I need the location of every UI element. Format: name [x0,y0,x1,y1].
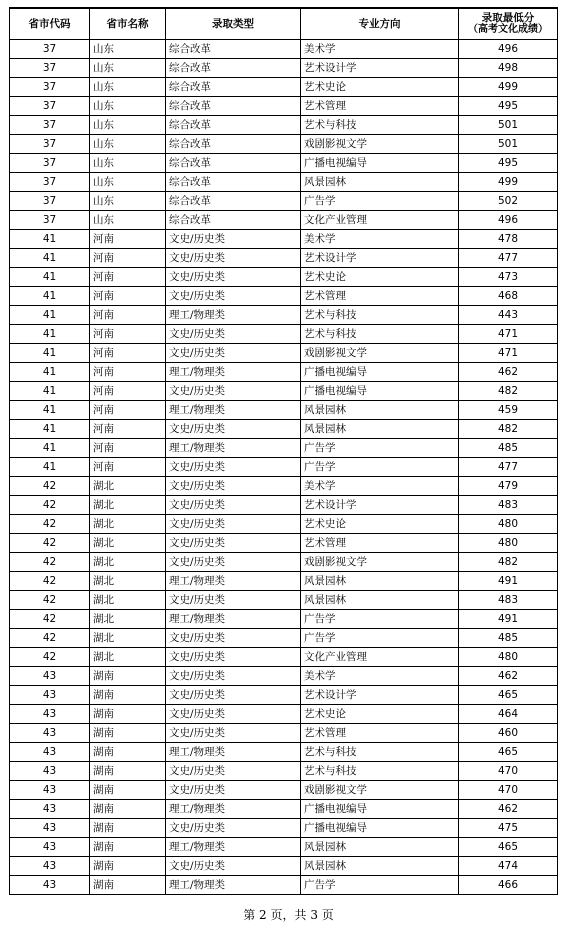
table-row [10,876,558,895]
table-row [10,686,558,705]
cell-province-name: 河南 [90,344,166,363]
cell-province-name: 湖北 [90,515,166,534]
cell-min-score: 495 [459,154,558,173]
table-row [10,553,558,572]
cell-admission-type: 文史/历史类 [166,344,301,363]
cell-admission-type: 文史/历史类 [166,477,301,496]
cell-admission-type: 文史/历史类 [166,268,301,287]
cell-min-score: 443 [459,306,558,325]
cell-admission-type: 理工/物理类 [166,610,301,629]
cell-major: 风景园林 [301,420,459,439]
cell-province-code: 41 [10,230,90,249]
cell-min-score: 462 [459,363,558,382]
cell-province-name: 河南 [90,401,166,420]
cell-major: 美术学 [301,667,459,686]
cell-province-code: 41 [10,363,90,382]
cell-min-score: 496 [459,40,558,59]
cell-province-code: 37 [10,173,90,192]
table-row [10,325,558,344]
cell-province-name: 湖北 [90,496,166,515]
cell-province-name: 河南 [90,230,166,249]
cell-min-score: 501 [459,116,558,135]
cell-min-score: 462 [459,800,558,819]
table-row [10,211,558,230]
header-admission-type: 录取类型 [166,8,301,40]
cell-major: 艺术管理 [301,287,459,306]
cell-admission-type: 综合改革 [166,135,301,154]
table-row [10,800,558,819]
table-row [10,230,558,249]
cell-province-code: 37 [10,135,90,154]
cell-major: 广告学 [301,610,459,629]
cell-province-code: 37 [10,40,90,59]
header-province-code: 省市代码 [10,8,90,40]
cell-admission-type: 文史/历史类 [166,249,301,268]
cell-min-score: 475 [459,819,558,838]
cell-province-name: 河南 [90,382,166,401]
cell-admission-type: 理工/物理类 [166,439,301,458]
cell-admission-type: 综合改革 [166,78,301,97]
cell-admission-type: 理工/物理类 [166,743,301,762]
cell-major: 戏剧影视文学 [301,344,459,363]
cell-major: 艺术史论 [301,705,459,724]
cell-province-name: 河南 [90,325,166,344]
cell-province-name: 湖南 [90,667,166,686]
cell-province-code: 37 [10,97,90,116]
cell-major: 艺术与科技 [301,762,459,781]
cell-province-code: 41 [10,382,90,401]
table-row [10,496,558,515]
cell-min-score: 466 [459,876,558,895]
cell-major: 广播电视编导 [301,382,459,401]
cell-major: 艺术管理 [301,724,459,743]
cell-admission-type: 综合改革 [166,116,301,135]
cell-admission-type: 综合改革 [166,40,301,59]
cell-admission-type: 理工/物理类 [166,572,301,591]
cell-min-score: 482 [459,420,558,439]
cell-admission-type: 文史/历史类 [166,287,301,306]
table-row [10,439,558,458]
table-row [10,629,558,648]
cell-admission-type: 文史/历史类 [166,724,301,743]
table-row [10,287,558,306]
cell-province-name: 湖南 [90,762,166,781]
cell-province-code: 43 [10,876,90,895]
cell-province-name: 山东 [90,154,166,173]
cell-province-name: 河南 [90,268,166,287]
cell-province-name: 湖南 [90,781,166,800]
cell-province-code: 42 [10,496,90,515]
cell-min-score: 485 [459,439,558,458]
table-row [10,857,558,876]
cell-min-score: 480 [459,534,558,553]
cell-min-score: 499 [459,173,558,192]
cell-province-code: 42 [10,534,90,553]
cell-province-name: 山东 [90,192,166,211]
table-row [10,667,558,686]
table-row [10,401,558,420]
table-row [10,78,558,97]
cell-admission-type: 文史/历史类 [166,420,301,439]
cell-min-score: 480 [459,515,558,534]
cell-province-name: 湖南 [90,838,166,857]
cell-major: 风景园林 [301,857,459,876]
cell-province-name: 湖南 [90,819,166,838]
cell-province-name: 山东 [90,116,166,135]
cell-min-score: 462 [459,667,558,686]
cell-min-score: 460 [459,724,558,743]
cell-major: 广告学 [301,192,459,211]
cell-province-name: 山东 [90,97,166,116]
cell-major: 广告学 [301,876,459,895]
cell-admission-type: 文史/历史类 [166,667,301,686]
cell-province-name: 河南 [90,363,166,382]
cell-min-score: 465 [459,686,558,705]
cell-min-score: 491 [459,610,558,629]
cell-province-code: 41 [10,287,90,306]
table-row [10,97,558,116]
cell-admission-type: 文史/历史类 [166,515,301,534]
cell-min-score: 498 [459,59,558,78]
cell-province-code: 42 [10,610,90,629]
cell-province-code: 41 [10,325,90,344]
cell-province-code: 41 [10,420,90,439]
cell-province-name: 湖北 [90,477,166,496]
cell-province-code: 42 [10,648,90,667]
cell-major: 风景园林 [301,838,459,857]
cell-admission-type: 文史/历史类 [166,857,301,876]
cell-province-name: 湖北 [90,629,166,648]
cell-major: 广播电视编导 [301,154,459,173]
cell-province-name: 湖南 [90,686,166,705]
cell-major: 艺术管理 [301,97,459,116]
cell-min-score: 473 [459,268,558,287]
cell-major: 艺术设计学 [301,249,459,268]
cell-min-score: 470 [459,781,558,800]
cell-admission-type: 文史/历史类 [166,819,301,838]
cell-province-code: 37 [10,192,90,211]
cell-major: 艺术与科技 [301,116,459,135]
table-row [10,743,558,762]
table-row [10,591,558,610]
cell-province-code: 41 [10,268,90,287]
cell-major: 风景园林 [301,401,459,420]
cell-province-name: 湖南 [90,876,166,895]
cell-province-code: 42 [10,629,90,648]
cell-admission-type: 文史/历史类 [166,230,301,249]
cell-admission-type: 综合改革 [166,192,301,211]
table-row [10,268,558,287]
cell-min-score: 471 [459,344,558,363]
cell-min-score: 502 [459,192,558,211]
header-min-score-label: 录取最低分 [481,12,535,24]
table-row [10,819,558,838]
cell-province-name: 湖北 [90,591,166,610]
cell-province-name: 湖北 [90,610,166,629]
cell-province-code: 42 [10,515,90,534]
cell-province-name: 河南 [90,439,166,458]
cell-province-code: 42 [10,477,90,496]
cell-province-name: 湖南 [90,705,166,724]
cell-major: 艺术与科技 [301,306,459,325]
cell-major: 广播电视编导 [301,363,459,382]
cell-major: 艺术设计学 [301,59,459,78]
cell-major: 艺术设计学 [301,496,459,515]
cell-major: 艺术管理 [301,534,459,553]
header-min-score [459,8,558,40]
table-row [10,838,558,857]
cell-min-score: 479 [459,477,558,496]
cell-min-score: 459 [459,401,558,420]
cell-major: 文化产业管理 [301,211,459,230]
cell-province-code: 41 [10,249,90,268]
cell-major: 广播电视编导 [301,800,459,819]
cell-admission-type: 理工/物理类 [166,401,301,420]
cell-province-name: 湖北 [90,572,166,591]
cell-admission-type: 文史/历史类 [166,458,301,477]
cell-min-score: 474 [459,857,558,876]
cell-major: 艺术设计学 [301,686,459,705]
cell-min-score: 485 [459,629,558,648]
cell-major: 美术学 [301,40,459,59]
table-row [10,781,558,800]
cell-min-score: 471 [459,325,558,344]
table-row [10,116,558,135]
cell-province-code: 43 [10,705,90,724]
table-row [10,249,558,268]
cell-min-score: 478 [459,230,558,249]
table-row [10,40,558,59]
cell-province-name: 河南 [90,458,166,477]
cell-province-code: 43 [10,667,90,686]
cell-province-code: 43 [10,781,90,800]
table-row [10,363,558,382]
cell-province-code: 42 [10,591,90,610]
cell-admission-type: 综合改革 [166,59,301,78]
table-row [10,306,558,325]
cell-province-code: 43 [10,838,90,857]
cell-province-code: 43 [10,800,90,819]
cell-province-code: 41 [10,306,90,325]
cell-major: 风景园林 [301,591,459,610]
cell-major: 美术学 [301,477,459,496]
cell-major: 戏剧影视文学 [301,135,459,154]
table-header [10,8,558,40]
table-body [10,40,558,895]
cell-province-name: 湖南 [90,724,166,743]
cell-min-score: 496 [459,211,558,230]
cell-province-name: 山东 [90,59,166,78]
table-row [10,534,558,553]
cell-admission-type: 文史/历史类 [166,762,301,781]
table-row [10,420,558,439]
cell-province-code: 41 [10,439,90,458]
table-row [10,515,558,534]
cell-min-score: 477 [459,458,558,477]
cell-major: 戏剧影视文学 [301,781,459,800]
cell-province-code: 37 [10,78,90,97]
cell-admission-type: 文史/历史类 [166,382,301,401]
table-row [10,458,558,477]
table-row [10,59,558,78]
admissions-score-table [9,7,558,895]
cell-admission-type: 文史/历史类 [166,648,301,667]
table-row [10,477,558,496]
cell-major: 艺术史论 [301,78,459,97]
cell-province-code: 43 [10,857,90,876]
cell-min-score: 491 [459,572,558,591]
table-row [10,382,558,401]
cell-province-name: 湖北 [90,553,166,572]
cell-admission-type: 理工/物理类 [166,838,301,857]
cell-admission-type: 文史/历史类 [166,553,301,572]
cell-major: 风景园林 [301,173,459,192]
table-row [10,724,558,743]
cell-major: 艺术与科技 [301,743,459,762]
cell-admission-type: 理工/物理类 [166,800,301,819]
cell-min-score: 483 [459,591,558,610]
cell-province-name: 河南 [90,420,166,439]
cell-major: 风景园林 [301,572,459,591]
cell-province-name: 湖南 [90,743,166,762]
header-min-score-sublabel: （高考文化成绩） [468,24,548,35]
cell-admission-type: 文史/历史类 [166,705,301,724]
cell-province-name: 湖北 [90,648,166,667]
table-row [10,192,558,211]
cell-province-code: 42 [10,572,90,591]
cell-province-code: 43 [10,724,90,743]
cell-province-name: 河南 [90,306,166,325]
cell-province-code: 37 [10,211,90,230]
cell-min-score: 468 [459,287,558,306]
cell-province-code: 41 [10,458,90,477]
header-province-name: 省市名称 [90,8,166,40]
cell-min-score: 465 [459,743,558,762]
cell-province-code: 37 [10,154,90,173]
cell-admission-type: 综合改革 [166,154,301,173]
cell-admission-type: 综合改革 [166,97,301,116]
cell-province-code: 37 [10,116,90,135]
cell-province-name: 山东 [90,173,166,192]
cell-min-score: 465 [459,838,558,857]
cell-province-name: 山东 [90,211,166,230]
cell-province-name: 山东 [90,135,166,154]
cell-admission-type: 综合改革 [166,173,301,192]
cell-province-code: 43 [10,743,90,762]
cell-province-code: 43 [10,819,90,838]
cell-province-code: 41 [10,344,90,363]
cell-province-name: 湖南 [90,857,166,876]
cell-province-code: 41 [10,401,90,420]
cell-admission-type: 文史/历史类 [166,686,301,705]
header-major: 专业方向 [301,8,459,40]
cell-major: 文化产业管理 [301,648,459,667]
cell-province-name: 湖南 [90,800,166,819]
table-row [10,344,558,363]
cell-admission-type: 理工/物理类 [166,363,301,382]
table-row [10,154,558,173]
cell-province-code: 43 [10,762,90,781]
cell-province-code: 43 [10,686,90,705]
cell-min-score: 480 [459,648,558,667]
cell-major: 美术学 [301,230,459,249]
cell-min-score: 464 [459,705,558,724]
cell-province-code: 42 [10,553,90,572]
cell-province-name: 河南 [90,287,166,306]
cell-min-score: 470 [459,762,558,781]
cell-major: 广播电视编导 [301,819,459,838]
cell-min-score: 501 [459,135,558,154]
cell-province-name: 湖北 [90,534,166,553]
cell-major: 艺术史论 [301,515,459,534]
table-row [10,135,558,154]
table-row [10,610,558,629]
cell-major: 广告学 [301,629,459,648]
table-row [10,572,558,591]
cell-min-score: 477 [459,249,558,268]
cell-admission-type: 文史/历史类 [166,325,301,344]
cell-admission-type: 文史/历史类 [166,591,301,610]
cell-admission-type: 文史/历史类 [166,496,301,515]
cell-major: 艺术与科技 [301,325,459,344]
table-row [10,705,558,724]
cell-province-name: 山东 [90,78,166,97]
cell-min-score: 482 [459,382,558,401]
cell-province-name: 山东 [90,40,166,59]
cell-major: 广告学 [301,458,459,477]
cell-admission-type: 文史/历史类 [166,629,301,648]
cell-province-code: 37 [10,59,90,78]
cell-major: 广告学 [301,439,459,458]
cell-admission-type: 文史/历史类 [166,781,301,800]
cell-major: 戏剧影视文学 [301,553,459,572]
table-row [10,173,558,192]
cell-min-score: 499 [459,78,558,97]
cell-admission-type: 理工/物理类 [166,306,301,325]
cell-admission-type: 理工/物理类 [166,876,301,895]
cell-min-score: 482 [459,553,558,572]
cell-admission-type: 文史/历史类 [166,534,301,553]
cell-admission-type: 综合改革 [166,211,301,230]
cell-major: 艺术史论 [301,268,459,287]
cell-province-name: 河南 [90,249,166,268]
cell-min-score: 495 [459,97,558,116]
cell-min-score: 483 [459,496,558,515]
table-row [10,648,558,667]
header-row [10,8,558,40]
table-row [10,762,558,781]
page-number-footer: 第 2 页，共 3 页 [243,908,334,922]
